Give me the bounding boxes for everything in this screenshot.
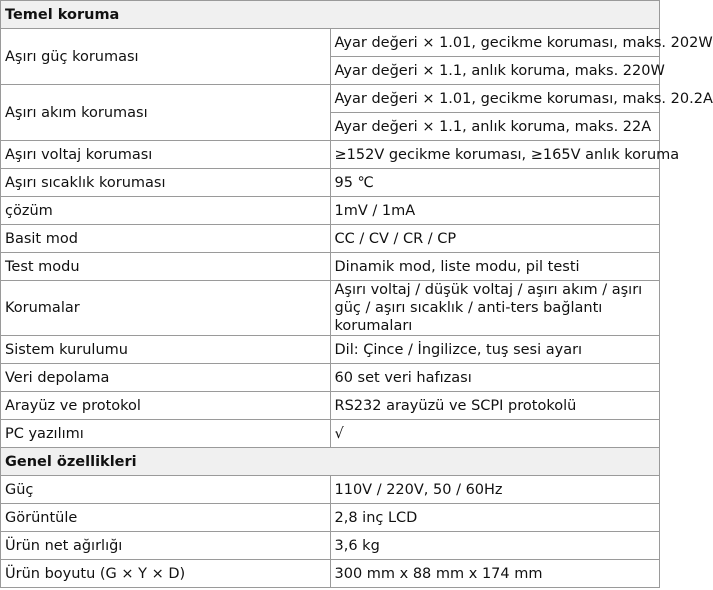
- table-row: [1, 364, 660, 392]
- table-row: [1, 225, 660, 253]
- table-row: [1, 560, 660, 588]
- row-value: Dinamik mod, liste modu, pil testi: [330, 253, 660, 281]
- row-value: 110V / 220V, 50 / 60Hz: [330, 476, 660, 504]
- row-value: CC / CV / CR / CP: [330, 225, 660, 253]
- table-row: [1, 392, 660, 420]
- row-value: 300 mm x 88 mm x 174 mm: [330, 560, 660, 588]
- row-label: Sistem kurulumu: [1, 336, 331, 364]
- row-label: Test modu: [1, 253, 331, 281]
- table-row: [1, 29, 660, 57]
- row-label: Görüntüle: [1, 504, 331, 532]
- section-header-row: [1, 1, 660, 29]
- row-label: Aşırı voltaj koruması: [1, 141, 331, 169]
- row-value: Aşırı voltaj / düşük voltaj / aşırı akım / aşırı güç / aşırı sıcaklık / anti-ters bağlantı korumaları: [330, 281, 660, 336]
- row-label: Ürün net ağırlığı: [1, 532, 331, 560]
- table-row: [1, 85, 660, 113]
- table-row: [1, 141, 660, 169]
- row-label: Veri depolama: [1, 364, 331, 392]
- table-row: [1, 197, 660, 225]
- row-label-over-current: Aşırı akım koruması: [1, 85, 331, 141]
- section-title-general: Genel özellikleri: [1, 448, 660, 476]
- row-value: RS232 arayüzü ve SCPI protokolü: [330, 392, 660, 420]
- row-label: Aşırı sıcaklık koruması: [1, 169, 331, 197]
- row-label-over-power: Aşırı güç koruması: [1, 29, 331, 85]
- row-label: Güç: [1, 476, 331, 504]
- row-value: 60 set veri hafızası: [330, 364, 660, 392]
- row-value: 1mV / 1mA: [330, 197, 660, 225]
- row-value: Ayar değeri × 1.01, gecikme koruması, maks. 20.2A: [330, 85, 660, 113]
- row-value: Ayar değeri × 1.1, anlık koruma, maks. 22A: [330, 113, 660, 141]
- table-row: [1, 253, 660, 281]
- row-value: Ayar değeri × 1.1, anlık koruma, maks. 220W: [330, 57, 660, 85]
- row-label: Korumalar: [1, 281, 331, 336]
- row-value: ≥152V gecikme koruması, ≥165V anlık koruma: [330, 141, 660, 169]
- row-value: 3,6 kg: [330, 532, 660, 560]
- row-label: Ürün boyutu (G × Y × D): [1, 560, 331, 588]
- row-value: Dil: Çince / İngilizce, tuş sesi ayarı: [330, 336, 660, 364]
- table-row: [1, 281, 660, 336]
- section-title-basic: Temel koruma: [1, 1, 660, 29]
- section-header-row: [1, 448, 660, 476]
- table-row: [1, 504, 660, 532]
- table-row: [1, 420, 660, 448]
- row-label: PC yazılımı: [1, 420, 331, 448]
- row-label: çözüm: [1, 197, 331, 225]
- row-value: √: [330, 420, 660, 448]
- table-row: [1, 169, 660, 197]
- row-value: 95 ℃: [330, 169, 660, 197]
- row-label: Arayüz ve protokol: [1, 392, 331, 420]
- row-value: Ayar değeri × 1.01, gecikme koruması, maks. 202W: [330, 29, 660, 57]
- row-value: 2,8 inç LCD: [330, 504, 660, 532]
- table-row: [1, 532, 660, 560]
- table-row: [1, 336, 660, 364]
- row-label: Basit mod: [1, 225, 331, 253]
- table-row: [1, 476, 660, 504]
